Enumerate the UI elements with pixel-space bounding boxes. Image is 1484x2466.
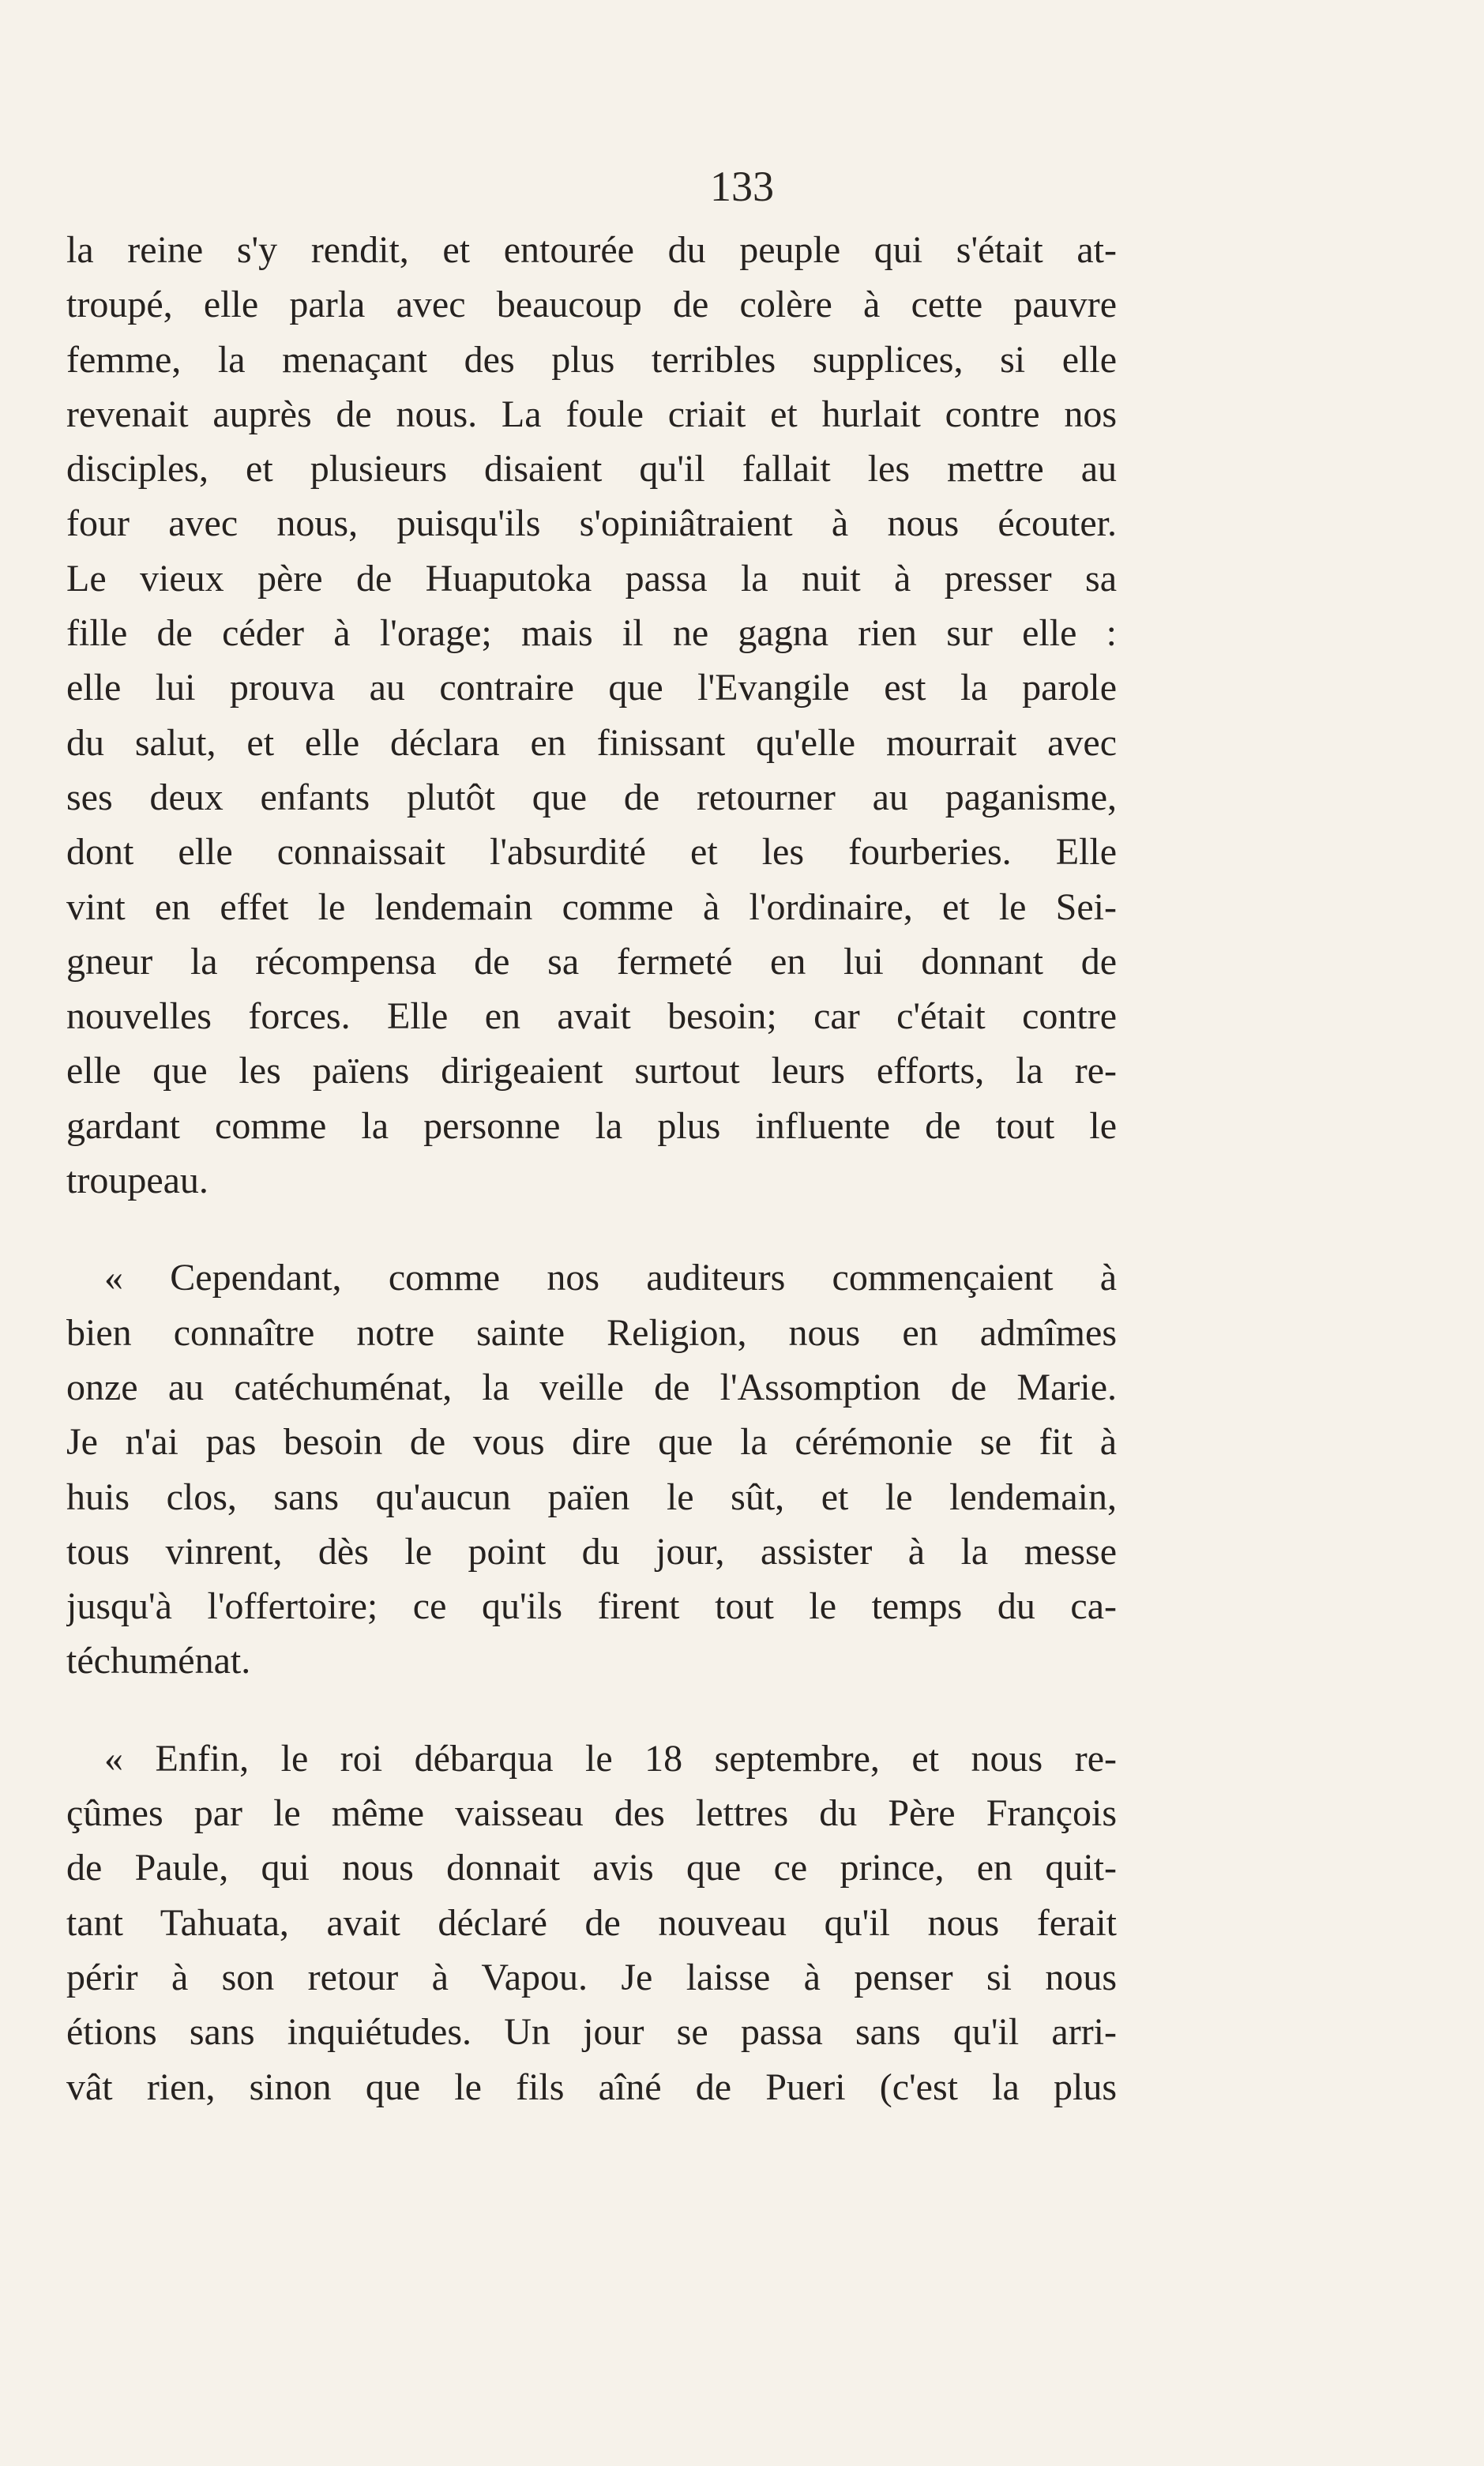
text-line: de Paule, qui nous donnait avis que ce prince, en quit- [66, 1847, 1117, 1889]
text-line: bien connaître notre sainte Religion, nous en admîmes [66, 1311, 1117, 1354]
paragraph-1 [66, 223, 1117, 1208]
text-line: four avec nous, puisqu'ils s'opiniâtraient à nous écouter. [66, 502, 1117, 545]
text-line: huis clos, sans qu'aucun païen le sût, et le lendemain, [66, 1475, 1117, 1518]
text-line: elle lui prouva au contraire que l'Evangile est la parole [66, 667, 1117, 709]
text-line: téchuménat. [66, 1640, 251, 1682]
page-number: 133 [710, 163, 774, 210]
text-line: disciples, et plusieurs disaient qu'il fallait les mettre au [66, 448, 1117, 491]
text-line: tous vinrent, dès le point du jour, assister à la messe [66, 1530, 1117, 1573]
text-line: troupeau. [66, 1160, 209, 1202]
text-line: ses deux enfants plutôt que de retourner au paganisme, [66, 776, 1117, 818]
text-line: gneur la récompensa de sa fermeté en lui donnant de [66, 940, 1117, 983]
paragraph-3 [66, 1731, 1117, 2115]
text-line: onze au catéchuménat, la veille de l'Assomption de Marie. [66, 1366, 1117, 1408]
text-line: revenait auprès de nous. La foule criait et hurlait contre nos [66, 393, 1117, 435]
text-line: périr à son retour à Vapou. Je laisse à penser si nous [66, 1956, 1117, 1998]
text-line: troupé, elle parla avec beaucoup de colère à cette pauvre [66, 284, 1117, 326]
body-text [66, 223, 1117, 2115]
text-line: du salut, et elle déclara en finissant qu'elle mourrait avec [66, 721, 1117, 764]
text-line: vât rien, sinon que le fils aîné de Pueri (c'est la plus [66, 2066, 1117, 2108]
paragraph-2 [66, 1250, 1117, 1688]
text-line: çûmes par le même vaisseau des lettres du Père François [66, 1792, 1117, 1835]
text-line: femme, la menaçant des plus terribles supplices, si elle [66, 338, 1117, 381]
text-line: dont elle connaissait l'absurdité et les fourberies. Elle [66, 831, 1117, 874]
text-line: vint en effet le lendemain comme à l'ordinaire, et le Sei- [66, 885, 1117, 928]
text-line: fille de céder à l'orage; mais il ne gagna rien sur elle : [66, 612, 1117, 655]
text-line: nouvelles forces. Elle en avait besoin; car c'était contre [66, 995, 1117, 1038]
text-line: la reine s'y rendit, et entourée du peuple qui s'était at- [66, 229, 1117, 271]
text-line: elle que les païens dirigeaient surtout leurs efforts, la re- [66, 1050, 1117, 1092]
text-line: étions sans inquiétudes. Un jour se passa sans qu'il arri- [66, 2011, 1117, 2054]
text-line: Le vieux père de Huaputoka passa la nuit à presser sa [66, 557, 1117, 600]
text-line: « Cependant, comme nos auditeurs commençaient à [104, 1257, 1117, 1299]
text-line: gardant comme la personne la plus influente de tout le [66, 1104, 1117, 1147]
text-line: Je n'ai pas besoin de vous dire que la cérémonie se fit à [66, 1421, 1117, 1464]
text-line: jusqu'à l'offertoire; ce qu'ils firent tout le temps du ca- [66, 1585, 1117, 1628]
text-line: tant Tahuata, avait déclaré de nouveau qu'il nous ferait [66, 1901, 1117, 1944]
text-line: « Enfin, le roi débarqua le 18 septembre, et nous re- [104, 1737, 1117, 1780]
